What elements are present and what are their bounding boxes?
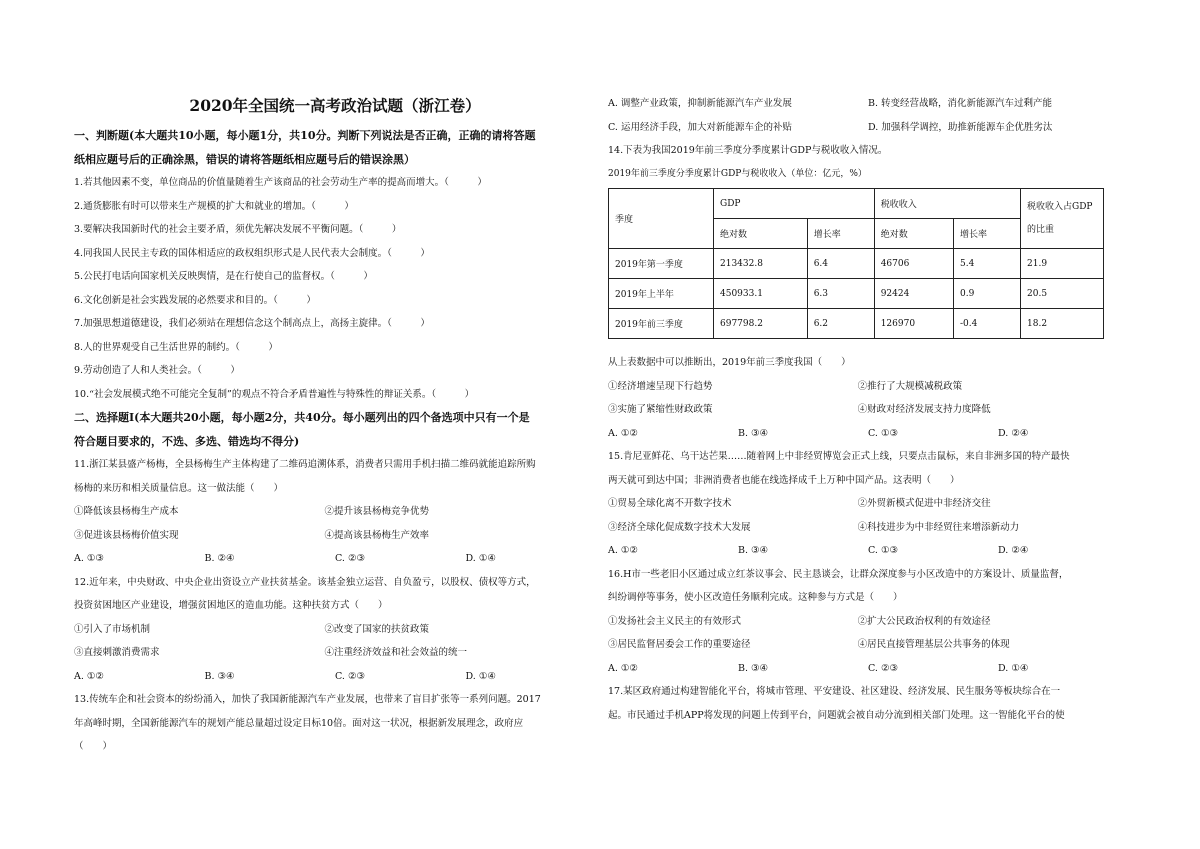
table-cell: 18.2 [1021,309,1104,339]
table-caption: 2019年前三季度分季度累计GDP与税收收入（单位：亿元，%） [608,168,867,179]
table-cell: 92424 [874,279,953,309]
question-stem: 12.近年来，中央财政、中央企业出资设立产业扶贫基金。该基金独立运营、自负盈亏，以股权、债权等方式， [74,576,536,588]
judge-question: 2.通货膨胀有时可以带来生产规模的扩大和就业的增加。（ ） [74,200,354,212]
answer-options [608,539,1128,563]
question-stem: 年高峰时期，全国新能源汽车的规划产能总量超过设定目标10倍。面对这一状况，根据新发展理念，政府应 [74,717,524,729]
statement-row [74,500,596,524]
table-cell: 2019年第一季度 [609,249,714,279]
question-stem: 16.H市一些老旧小区通过成立红茶议事会、民主恳谈会，让群众深度参与小区改造中的方案设计、质量监督， [608,568,1069,580]
judge-question: 7.加强思想道德建设，我们必须站在理想信念这个制高点上，高扬主旋律。（ ） [74,318,430,329]
table-row [609,249,1104,279]
statement: ③促进该县杨梅价值实现 [74,529,179,541]
judge-question: 5.公民打电话向国家机关反映舆情，是在行使自己的监督权。（ ） [74,271,373,282]
option: C. ①③ [868,427,899,439]
statement: ①发扬社会主义民主的有效形式 [608,615,742,627]
statement-row [608,375,1128,399]
section-heading-choice: 二、选择题Ⅰ(本大题共20小题，每小题2分，共40分。每小题列出的四个备选项中只有一个是 [74,411,530,424]
table-cell: 6.3 [807,279,874,309]
statement: ①贸易全球化离不开数字技术 [608,498,732,509]
question-stem: 15.肯尼亚鲜花、乌干达芒果……随着网上中非经贸博览会正式上线，只要点击鼠标，来自非洲多国的特产最快 [608,451,1070,462]
statement: ②改变了国家的扶贫政策 [324,623,430,635]
question-stem: 11.浙江某县盛产杨梅，全县杨梅生产主体构建了二维码追溯体系，消费者只需用手机扫描二维码就能追踪所购 [74,459,536,470]
judge-question: 3.要解决我国新时代的社会主要矛盾，须优先解决发展不平衡问题。（ ） [74,224,402,235]
table-header-gdp: GDP [714,189,875,219]
option: C. ②③ [868,662,899,674]
answer-options [74,547,596,571]
statement: ③实施了紧缩性财政政策 [608,404,713,415]
statement: ②提升该县杨梅竞争优势 [324,506,430,517]
table-header-ratio: 税收收入占GDP的比重 [1021,189,1104,249]
statement: ④注重经济效益和社会效益的统一 [324,647,468,658]
table-cell: 126970 [874,309,953,339]
question-stem: 14.下表为我国2019年前三季度分季度累计GDP与税收收入情况。 [608,145,888,156]
option: D. ①④ [465,553,496,564]
table-header-tax: 税收收入 [874,189,1020,219]
answer-options [608,657,1128,681]
left-column [74,92,596,759]
table-cell: 0.9 [953,279,1020,309]
statement: ①引入了市场机制 [74,623,151,635]
table-cell: 697798.2 [714,309,808,339]
option: B. ②④ [204,553,235,564]
table-header-tax-rate: 增长率 [953,219,1020,249]
question-stem: 17.某区政府通过构建智能化平台，将城市管理、平安建设、社区建设、经济发展、民生服务等板块综合在一 [608,686,1061,697]
statement: ③经济全球化促成数字技术大发展 [608,521,751,533]
question-stem: 从上表数据中可以推断出，2019年前三季度我国（ ） [608,357,851,368]
statement: ④财政对经济发展支持力度降低 [857,404,991,415]
statement: ④提高该县杨梅生产效率 [324,529,430,541]
table-header-tax-abs: 绝对数 [874,219,953,249]
question-stem: 两天就可到达中国；非洲消费者也能在线选择成千上万种中国产品。这表明（ ） [608,474,960,486]
section-heading-judge-cont: 纸相应题号后的正确涂黑，错误的请将答题纸相应题号后的错误涂黑） [74,152,415,166]
table-cell: 213432.8 [714,249,808,279]
statement-row [74,618,596,642]
statement: ①经济增速呈现下行趋势 [608,380,713,392]
statement: ③直接刺激消费需求 [74,647,160,658]
statement-row [608,516,1128,540]
table-header-season: 季度 [609,189,714,249]
option: A. ①② [608,545,638,556]
statement: ②推行了大规模减税政策 [857,380,963,392]
option: D. ①④ [465,670,496,682]
question-stem: 纠纷调停等事务，使小区改造任务顺利完成。这种参与方式是（ ） [608,592,903,603]
table-cell: 21.9 [1021,249,1104,279]
question-stem: 杨梅的来历和相关质量信息。这一做法能（ ） [74,482,284,494]
table-cell: 6.2 [807,309,874,339]
table-cell: -0.4 [953,309,1020,339]
option: A. ①② [74,670,104,682]
option: B. ③④ [738,427,769,439]
section-heading-judge: 一、判断题(本大题共10小题，每小题1分，共10分。判断下列说法是否正确，正确的请将答题 [74,129,536,142]
judge-question: 10.“社会发展模式绝不可能完全复制”的观点不符合矛盾普遍性与特殊性的辩证关系。（ ） [74,388,475,400]
table-row [609,279,1104,309]
table-header-gdp-rate: 增长率 [807,219,874,249]
judge-question: 8.人的世界观受自己生活世界的制约。（ ） [74,341,278,353]
answer-options [608,422,1128,446]
question-stem: 投资贫困地区产业建设，增强贫困地区的造血功能。这种扶贫方式（ ） [74,600,388,611]
option: A. ①② [608,427,638,439]
statement-row [74,641,596,665]
option: B. 转变经营战略，消化新能源汽车过剩产能 [868,98,1053,109]
judge-question: 1.若其他因素不变，单位商品的价值量随着生产该商品的社会劳动生产率的提高而增大。（ ） [74,177,487,188]
option: B. ③④ [738,545,769,556]
table-cell: 450933.1 [714,279,808,309]
table-cell: 46706 [874,249,953,279]
table-cell: 20.5 [1021,279,1104,309]
table-cell: 5.4 [953,249,1020,279]
option: C. 运用经济手段，加大对新能源车企的补贴 [608,121,792,133]
option: D. ②④ [998,545,1029,556]
statement-row [74,524,596,548]
statement-row [608,492,1128,516]
statement: ①降低该县杨梅生产成本 [74,506,179,517]
answer-options [608,116,1128,140]
page-title: 2020年全国统一高考政治试题（浙江卷） [189,96,481,115]
option: A. 调整产业政策，抑制新能源汽车产业发展 [608,98,792,109]
section-heading-choice-cont: 符合题目要求的，不选、多选、错选均不得分) [74,434,300,448]
table-cell: 2019年前三季度 [609,309,714,339]
statement-row [608,633,1128,657]
answer-options [74,665,596,689]
table-header-gdp-abs: 绝对数 [714,219,808,249]
statement: ④居民直接管理基层公共事务的体现 [857,639,1010,650]
right-column [608,92,1128,727]
question-stem: 13.传统车企和社会资本的纷纷涌入，加快了我国新能源汽车产业发展，也带来了盲目扩张等一系列问题。2017 [74,694,541,705]
answer-options [608,92,1128,116]
table-cell: 2019年上半年 [609,279,714,309]
statement-row [608,398,1128,422]
question-stem: 起。市民通过手机APP将发现的问题上传到平台，问题就会被自动分流到相关部门处理。这一智能化平台的使 [608,709,1065,721]
statement: ③居民监督居委会工作的重要途径 [608,639,751,650]
option: C. ①③ [868,545,899,556]
option: D. ①④ [998,662,1029,674]
option: B. ③④ [204,670,235,682]
option: B. ③④ [738,662,769,674]
question-stem: （ ） [74,741,113,752]
option: C. ②③ [335,553,366,564]
statement: ④科技进步为中非经贸往来增添新动力 [857,521,1020,533]
option: D. 加强科学调控，助推新能源车企优胜劣汰 [868,121,1053,133]
gdp-tax-table [608,188,1104,339]
statement-row [608,610,1128,634]
statement: ②外贸新模式促进中非经济交往 [857,498,991,509]
judge-question: 4.同我国人民民主专政的国体相适应的政权组织形式是人民代表大会制度。（ ） [74,247,430,259]
table-row [609,309,1104,339]
option: A. ①② [608,662,638,674]
table-cell: 6.4 [807,249,874,279]
option: A. ①③ [74,553,104,564]
statement: ②扩大公民政治权利的有效途径 [857,615,991,627]
judge-question: 9.劳动创造了人和人类社会。（ ） [74,365,240,376]
judge-question: 6.文化创新是社会实践发展的必然要求和目的。（ ） [74,294,316,306]
option: C. ②③ [335,670,366,682]
option: D. ②④ [998,427,1029,439]
